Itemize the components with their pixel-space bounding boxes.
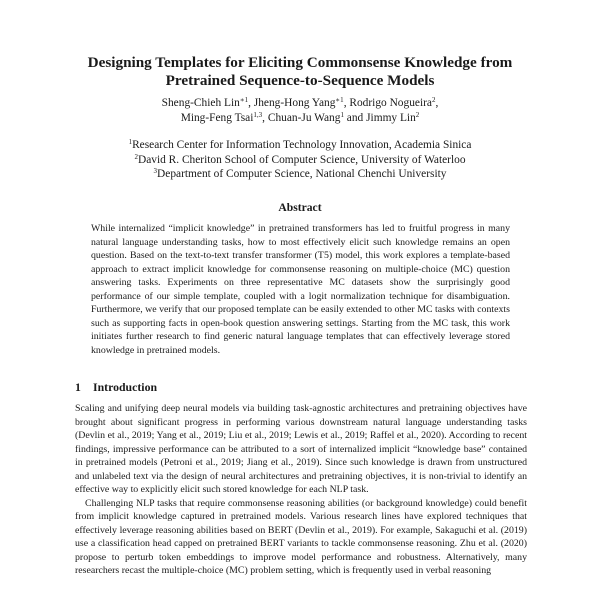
author-name: Sheng-Chieh Lin <box>161 97 240 109</box>
author-name: Jimmy Lin <box>366 112 416 124</box>
author-separator: , <box>262 112 268 124</box>
author-mark: 2 <box>415 111 420 119</box>
author-separator: , <box>435 97 439 109</box>
author-line <box>60 96 540 111</box>
author-mark: ∗1 <box>335 96 344 104</box>
author-name: Rodrigo Nogueira <box>349 97 432 109</box>
affiliation <box>60 153 540 168</box>
author-separator: , <box>248 97 254 109</box>
affiliation-mark: 3 <box>153 167 158 175</box>
author-line <box>60 111 540 126</box>
affiliation <box>60 167 540 182</box>
affiliation-mark: 1 <box>128 138 133 146</box>
abstract-body: While internalized “implicit knowledge” in pretrained transformers has led to fruitful progress in many natural language understanding tasks, how to most effectively elicit such knowledge remains an open question. Based on the text-to-text transfer transformer (T5) model, this work explores a template-based approach to extract implicit knowledge for commonsense reasoning on multiple-choice (MC) question answering tasks. Experiments on three representative MC datasets show the surprisingly good performance of our simple template, coupled with a logit normalization technique for disambiguation. Furthermore, we verify that our proposed template can be easily extended to other MC tasks with contexts such as supporting facts in open-book question answering settings. Starting from the MC task, this work initiates further research to find generic natural language templates that can effectively leverage stored knowledge in pretrained models. <box>91 223 510 356</box>
author-mark: 1 <box>340 111 344 119</box>
author-separator: and <box>343 112 367 124</box>
author-mark: 1,3 <box>253 111 263 119</box>
affiliation-text: David R. Cheriton School of Computer Science, University of Waterloo <box>137 153 466 166</box>
section-body <box>75 402 527 578</box>
body-paragraph: Scaling and unifying deep neural models via building task-agnostic architectures and pretraining objectives have brought about significant progress in performing various downstream natural language understanding tasks (Devlin et al., 2019; Yang et al., 2019; Liu et al., 2019; Lewis et al., 2019; Raffel et al., 2020). According to recent findings, impressive performance can be attributed to a sort of internalized implicit “knowledge base” contained in pretrained models (Petroni et al., 2019; Jiang et al., 2019). Since such knowledge is drawn from unstructured and unlabeled text via the design of neural architectures and pretraining objectives, it is non-trivial to identify an effective way to explicitly elicit such stored knowledge for each NLP task. <box>75 403 527 495</box>
author-mark: 2 <box>431 96 436 104</box>
body-paragraph: Challenging NLP tasks that require commonsense reasoning abilities (or background knowledge) could benefit from implicit knowledge captured in pretrained models. Various research lines have explored techniques that effectively leverage reasoning abilities based on BERT (Devlin et al., 2019). For example, Sakaguchi et al. (2019) use a classification head capped on pretrained BERT variants to tackle commonsense reasoning. Zhu et al. (2020) propose to perturb token embeddings to improve model performance and robustness. Alternatively, many researchers recast the multiple-choice (MC) problem setting, which is frequently used in verbal reasoning <box>75 497 527 576</box>
affiliation-text: Research Center for Information Technology Innovation, Academia Sinica <box>132 139 472 151</box>
title-line: Pretrained Sequence-to-Sequence Models <box>165 72 435 89</box>
author-name: Jheng-Hong Yang <box>253 97 336 109</box>
author-separator: , <box>343 97 350 109</box>
title-line: Designing Templates for Eliciting Commonsense Knowledge from <box>87 54 513 71</box>
affiliation-list <box>60 138 540 182</box>
section-title: Introduction <box>93 380 158 394</box>
author-mark: ∗1 <box>239 96 249 104</box>
author-list <box>60 96 540 126</box>
paper-title <box>60 54 540 90</box>
section-heading <box>75 380 157 394</box>
author-name: Ming-Feng Tsai <box>180 112 254 124</box>
affiliation-text: Department of Computer Science, National Chenchi University <box>157 168 447 180</box>
affiliation-mark: 2 <box>134 152 138 161</box>
abstract-heading: Abstract <box>278 201 322 214</box>
author-name: Chuan-Ju Wang <box>267 112 341 124</box>
affiliation <box>60 138 540 153</box>
section-number: 1 <box>75 380 81 394</box>
